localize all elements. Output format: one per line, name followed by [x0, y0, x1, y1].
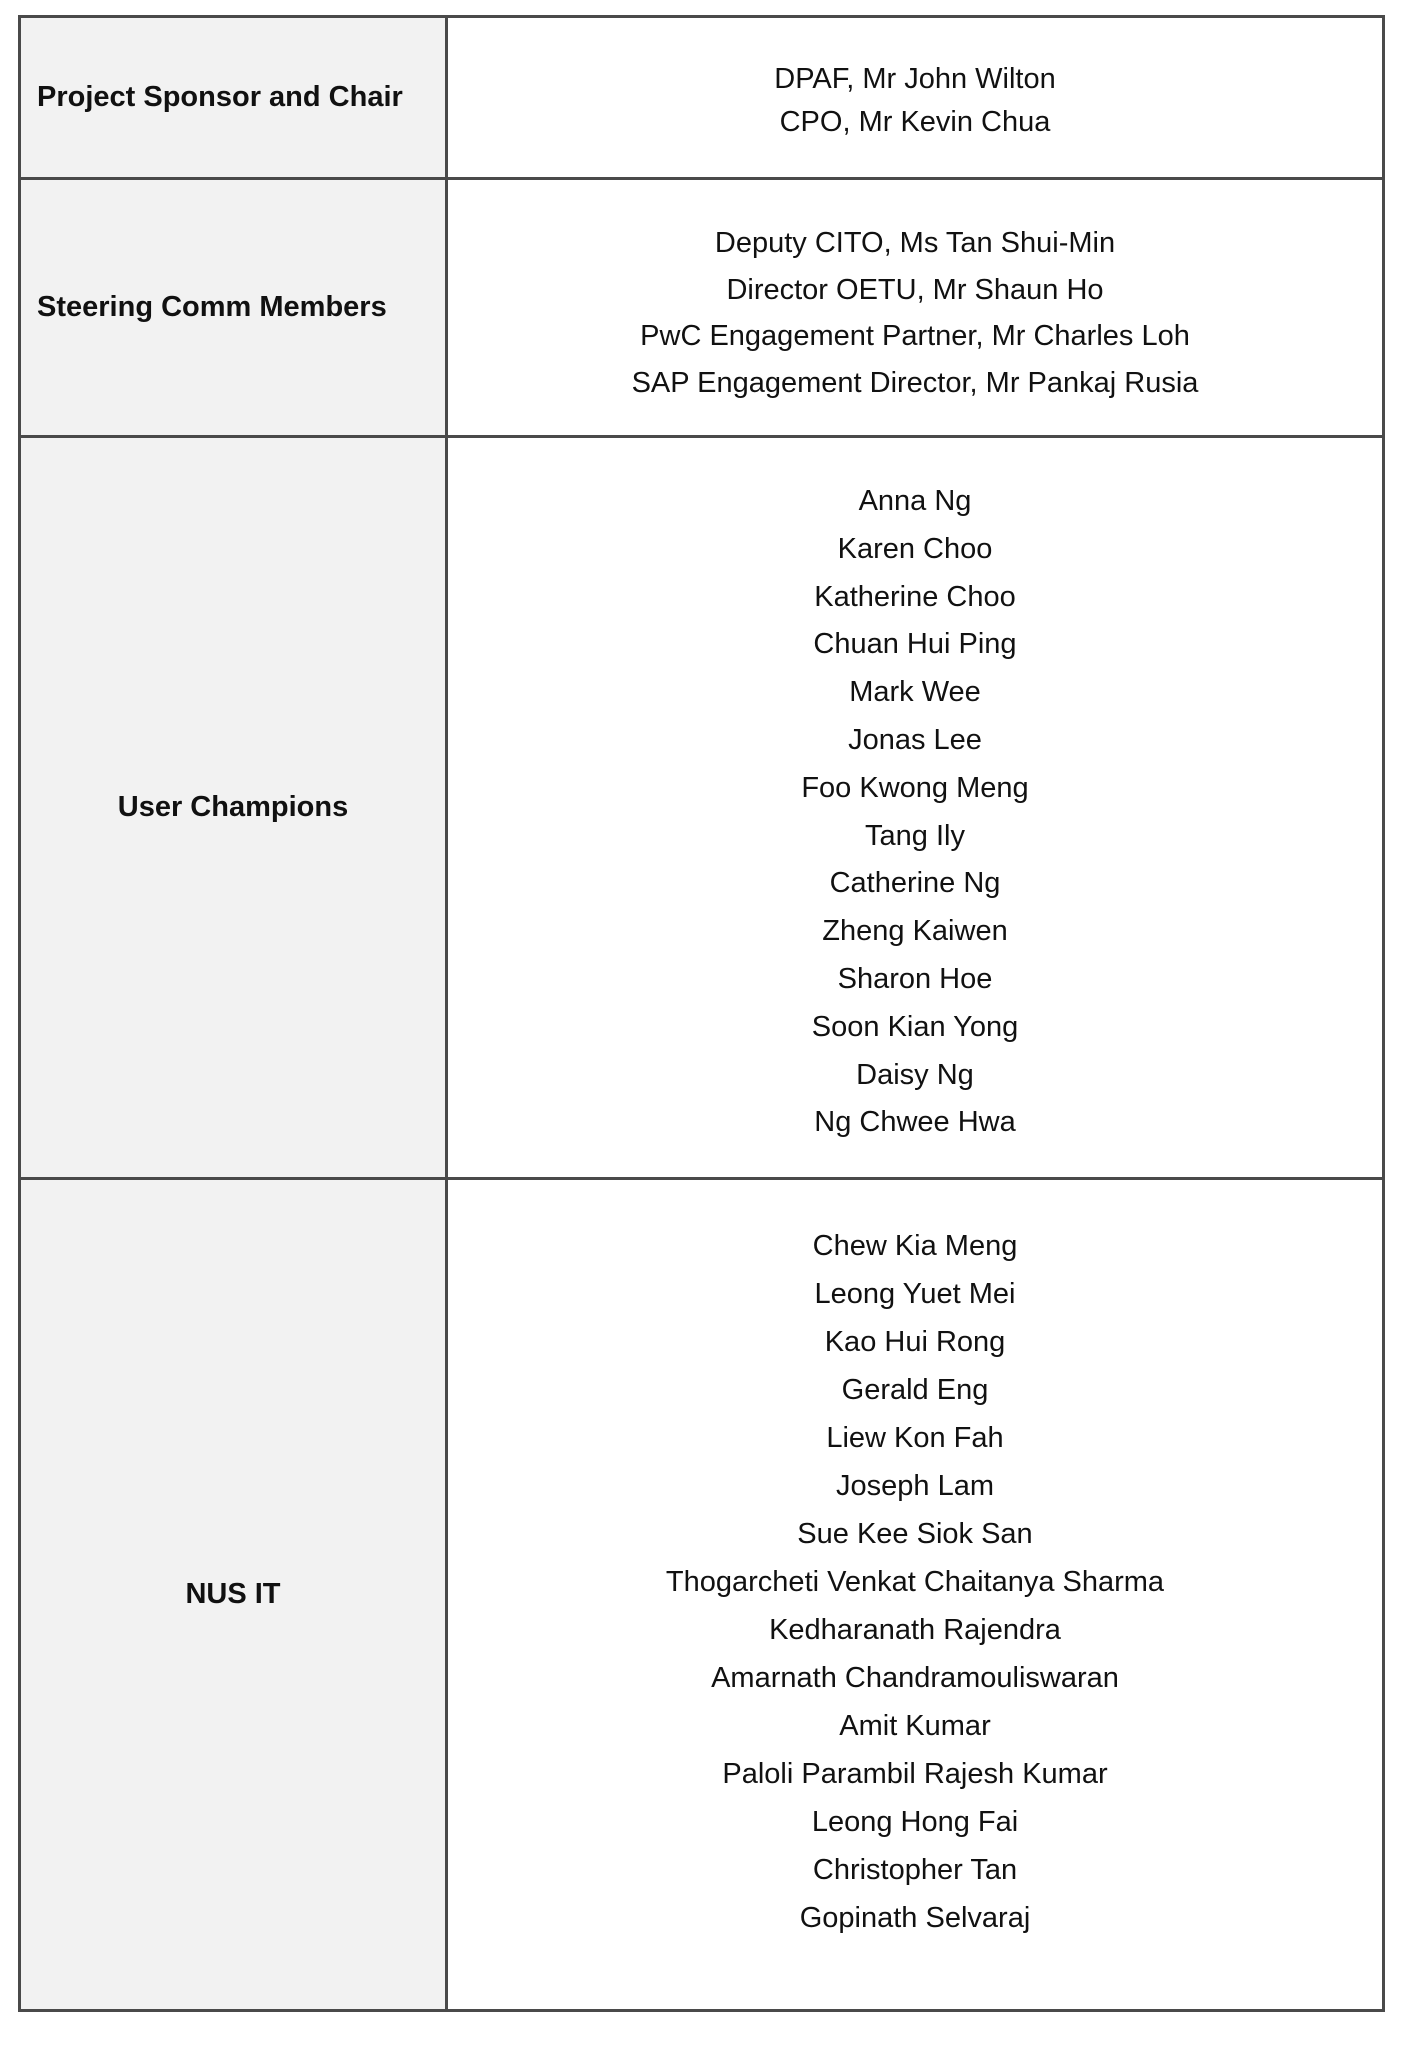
row-label-user-champions: User Champions	[20, 437, 447, 1179]
member-name: Kedharanath Rajendra	[769, 1614, 1061, 1646]
member-name: Daisy Ng	[856, 1058, 974, 1091]
member-name: Katherine Choo	[814, 580, 1016, 613]
member-name: Soon Kian Yong	[811, 1010, 1019, 1043]
row-label-project-sponsor: Project Sponsor and Chair	[20, 17, 447, 179]
names-list	[448, 58, 1382, 144]
member-name: Liew Kon Fah	[826, 1422, 1004, 1454]
row-project-sponsor	[20, 17, 1384, 179]
member-name: Chew Kia Meng	[812, 1230, 1018, 1262]
member-name: Leong Yuet Mei	[814, 1278, 1016, 1310]
row-label-nus-it: NUS IT	[20, 1179, 447, 2011]
member-name: Gopinath Selvaraj	[799, 1902, 1031, 1934]
member-name: Joseph Lam	[836, 1470, 994, 1502]
member-name: Zheng Kaiwen	[822, 915, 1008, 948]
row-names-steering-comm	[447, 179, 1384, 437]
row-names-user-champions	[447, 437, 1384, 1179]
member-name: Ng Chwee Hwa	[814, 1106, 1016, 1139]
member-name: Paloli Parambil Rajesh Kumar	[722, 1758, 1108, 1790]
member-name: Leong Hong Fai	[811, 1806, 1019, 1838]
member-name: Sharon Hoe	[837, 962, 993, 995]
names-list	[448, 478, 1382, 1147]
member-name: PwC Engagement Partner, Mr Charles Loh	[640, 320, 1190, 352]
member-name: DPAF, Mr John Wilton	[774, 63, 1056, 95]
member-name: Kao Hui Rong	[824, 1326, 1006, 1358]
member-name: SAP Engagement Director, Mr Pankaj Rusia	[631, 366, 1199, 399]
member-name: Karen Choo	[837, 532, 993, 565]
member-name: Mark Wee	[849, 676, 981, 709]
member-name: Chuan Hui Ping	[813, 628, 1017, 661]
row-nus-it	[20, 1179, 1384, 2011]
member-name: Jonas Lee	[848, 723, 982, 756]
row-steering-comm	[20, 179, 1384, 437]
member-name: Amarnath Chandramouliswaran	[711, 1662, 1119, 1694]
member-name: Tang Ily	[865, 819, 965, 852]
member-name: Foo Kwong Meng	[801, 771, 1029, 804]
member-name: Amit Kumar	[839, 1710, 991, 1742]
names-list	[448, 220, 1382, 406]
member-name: Christopher Tan	[812, 1854, 1018, 1886]
member-name: Thogarcheti Venkat Chaitanya Sharma	[665, 1566, 1165, 1598]
member-name: Deputy CITO, Ms Tan Shui-Min	[714, 227, 1116, 259]
member-name: Director OETU, Mr Shaun Ho	[726, 273, 1104, 306]
committee-table	[18, 15, 1385, 2012]
member-name: Gerald Eng	[841, 1374, 989, 1406]
member-name: Catherine Ng	[829, 867, 1001, 900]
member-name: Sue Kee Siok San	[797, 1518, 1033, 1550]
row-names-nus-it	[447, 1179, 1384, 2011]
names-list	[448, 1222, 1382, 1942]
member-name: CPO, Mr Kevin Chua	[779, 106, 1051, 138]
row-names-project-sponsor	[447, 17, 1384, 179]
member-name: Anna Ng	[858, 485, 972, 517]
row-user-champions	[20, 437, 1384, 1179]
row-label-steering-comm: Steering Comm Members	[20, 179, 447, 437]
